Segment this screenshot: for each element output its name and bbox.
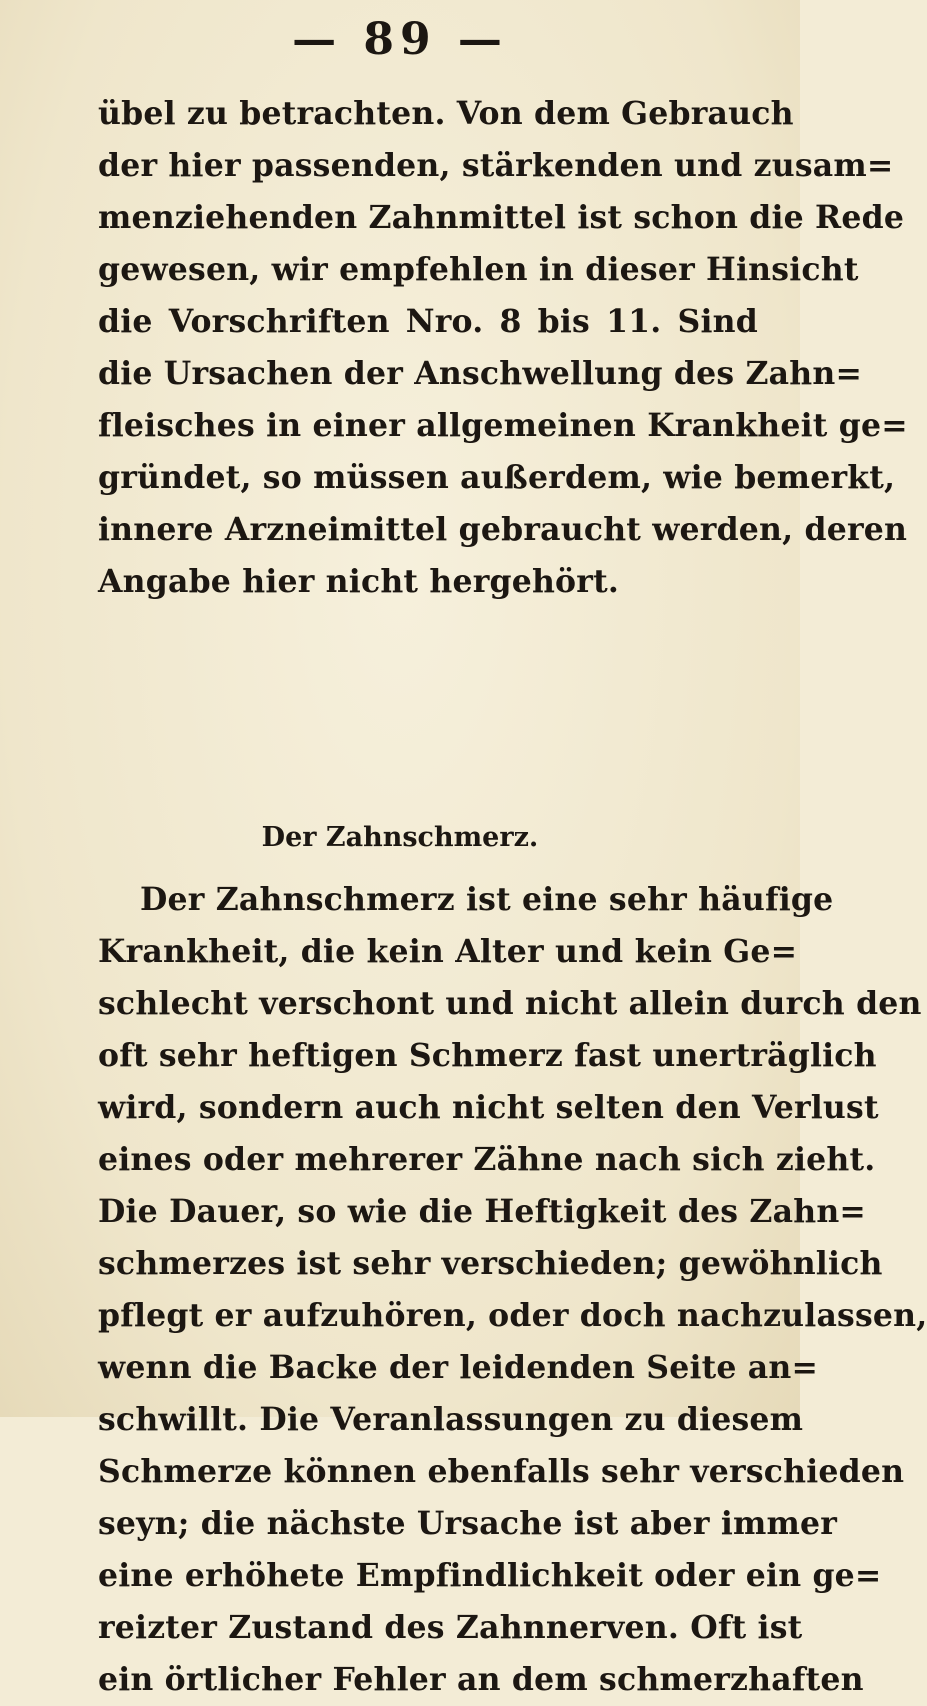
text-line: seyn; die nächste Ursache ist aber immer [98, 1505, 838, 1542]
paragraph-previous-section [98, 88, 908, 608]
text-line: schwillt. Die Veranlassungen zu diesem [98, 1401, 804, 1438]
text-line: wenn die Backe der leidenden Seite an= [98, 1349, 819, 1386]
text-line: schlecht verschont und nicht allein durch den [98, 985, 922, 1022]
text-line: wird, sondern auch nicht selten den Verlust [98, 1089, 879, 1126]
page-number-header: — 89 — [292, 14, 508, 65]
text-line: die Ursachen der Anschwellung des Zahn= [98, 355, 863, 392]
text-line: die Vorschriften Nro. 8 bis 11. Sind [98, 303, 758, 340]
text-line: Schmerze können ebenfalls sehr verschieden [98, 1453, 905, 1490]
text-line: eines oder mehrerer Zähne nach sich zieht. [98, 1141, 876, 1178]
text-line: oft sehr heftigen Schmerz fast unerträglich [98, 1037, 877, 1074]
text-line: fleisches in einer allgemeinen Krankheit ge= [98, 407, 908, 444]
section-heading: Der Zahnschmerz. [261, 822, 539, 853]
text-line: Der Zahnschmerz ist eine sehr häufige [140, 881, 834, 918]
text-line: Angabe hier nicht hergehört. [98, 563, 619, 600]
text-line: menziehenden Zahnmittel ist schon die Rede [98, 199, 905, 236]
text-line: Krankheit, die kein Alter und kein Ge= [98, 933, 798, 970]
text-line: der hier passenden, stärkenden und zusam= [98, 147, 894, 184]
text-line: übel zu betrachten. Von dem Gebrauch [98, 95, 794, 132]
paragraph-zahnschmerz [98, 874, 927, 1706]
text-line: pflegt er aufzuhören, oder doch nachzulassen, [98, 1297, 927, 1334]
text-line: innere Arzneimittel gebraucht werden, deren [98, 511, 908, 548]
text-line: reizter Zustand des Zahnnerven. Oft ist [98, 1609, 803, 1646]
text-line: Die Dauer, so wie die Heftigkeit des Zahn= [98, 1193, 867, 1230]
text-line: gewesen, wir empfehlen in dieser Hinsicht [98, 251, 859, 288]
text-line: eine erhöhete Empfindlichkeit oder ein ge= [98, 1557, 882, 1594]
text-line: ein örtlicher Fehler an dem schmerzhaften [98, 1661, 864, 1698]
text-line: gründet, so müssen außerdem, wie bemerkt, [98, 459, 896, 496]
text-line: schmerzes ist sehr verschieden; gewöhnlich [98, 1245, 883, 1282]
